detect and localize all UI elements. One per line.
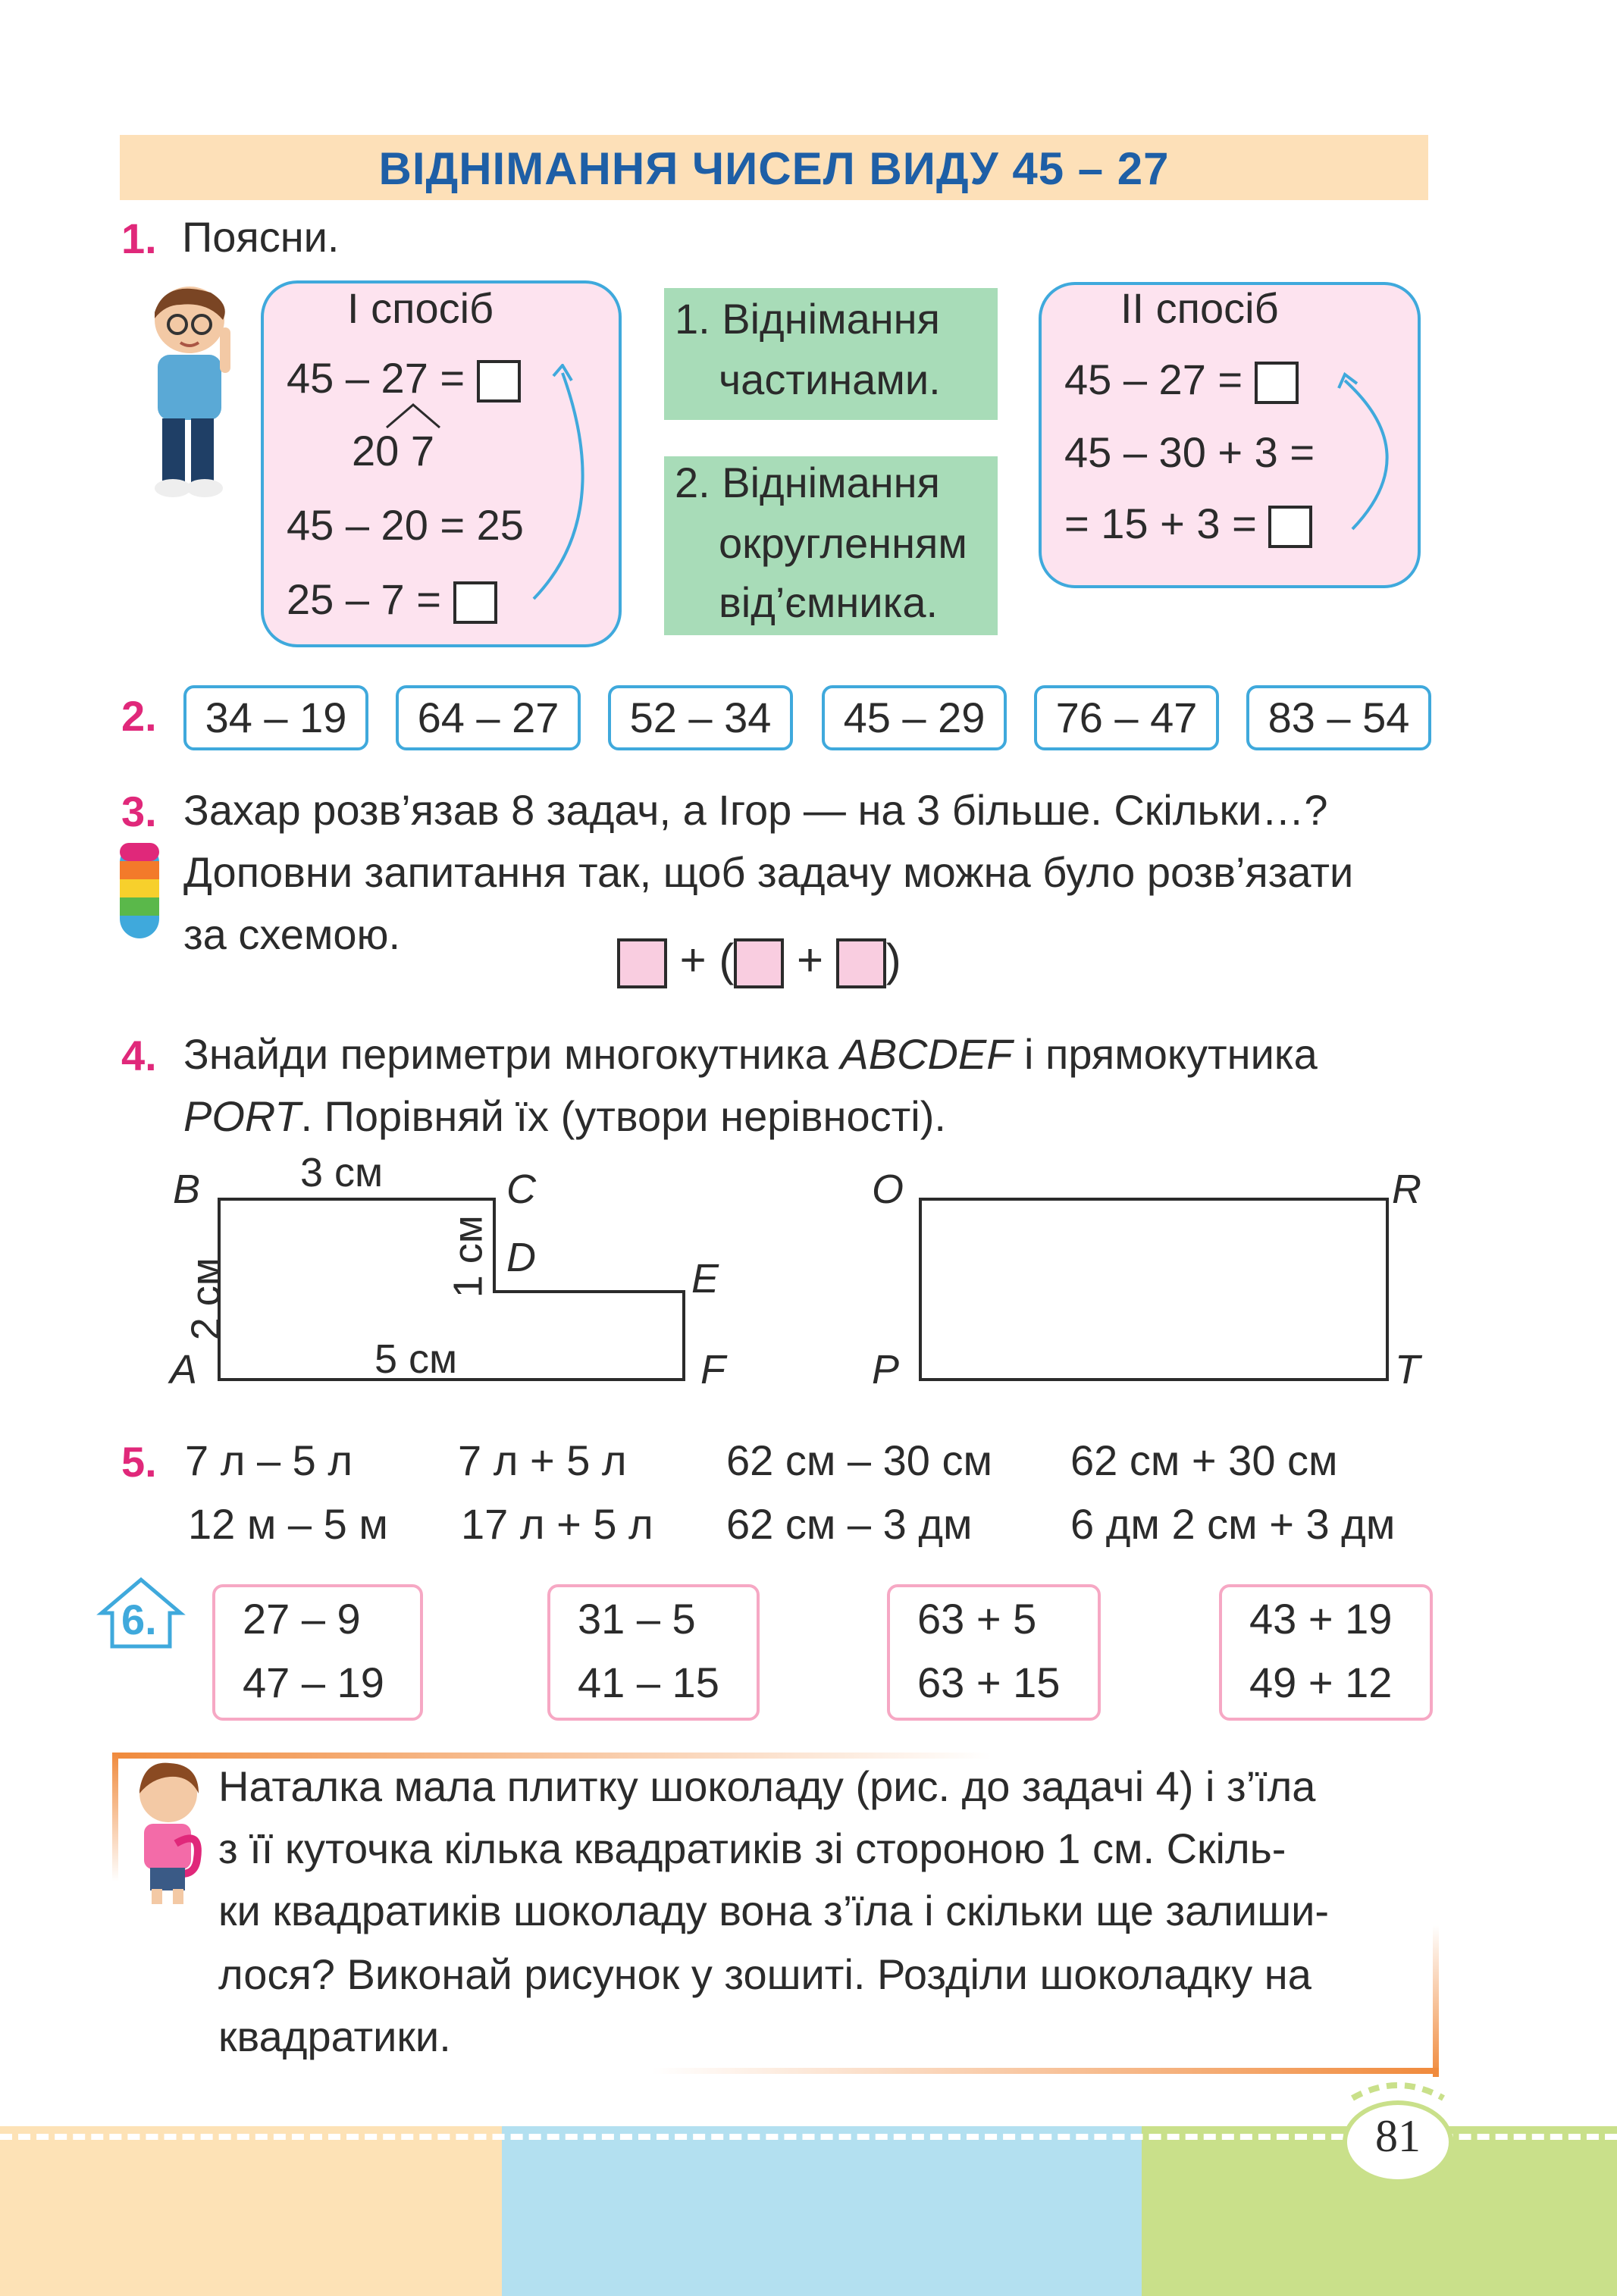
equation-text: 45 – 27 = (1064, 356, 1243, 403)
method-1-heading: І спосіб (347, 284, 494, 332)
method-1-line-3: 45 – 20 = 25 (287, 501, 524, 549)
method-1-line-2: 20 7 (352, 427, 434, 475)
page-title: ВІДНІМАННЯ ЧИСЕЛ ВИДУ 45 – 27 (378, 143, 1170, 194)
exercise-4-line-2 (183, 1093, 946, 1140)
open-paren: ( (719, 935, 735, 985)
homework-box (887, 1584, 1101, 1721)
bonus-right-border (1433, 1925, 1439, 2077)
vertex-e: E (691, 1256, 719, 1301)
text-part: . Порівняй їх (утвори нерівності). (300, 1092, 946, 1140)
exercise-4-number: 4. (121, 1032, 157, 1079)
exercise-1-text: Поясни. (182, 213, 340, 261)
exercise-1-number: 1. (121, 215, 157, 262)
expression: 63 + 5 (917, 1595, 1037, 1643)
vertex-r: R (1392, 1167, 1421, 1212)
rectangle-port (916, 1195, 1393, 1384)
bonus-bottom-border (652, 2068, 1439, 2074)
plus-sign: + (797, 935, 824, 985)
curved-arrow-icon (523, 364, 606, 606)
exercise-3-line-2: Доповни запитання так, щоб задачу можна було розв’язати (183, 848, 1354, 896)
bonus-line-4: лося? Виконай рисунок у зошиті. Розділи шоколадку на (218, 1950, 1311, 1998)
answer-box (477, 360, 521, 403)
expression: 63 + 15 (917, 1659, 1061, 1706)
vertex-c: C (506, 1167, 536, 1212)
equation-text: = 15 + 3 = (1064, 500, 1257, 547)
bonus-line-3: ки квадратиків шоколаду вона з’їла і скільки ще залиши- (218, 1887, 1330, 1934)
expression-box: 64 – 27 (396, 685, 581, 750)
method-2-heading: ІІ спосіб (1120, 284, 1279, 332)
expression: 31 – 5 (578, 1595, 696, 1643)
method-1-line-1 (287, 355, 521, 403)
side-ab-length: 2 см (183, 1258, 229, 1341)
side-af-length: 5 см (374, 1336, 458, 1382)
homework-box (1219, 1584, 1433, 1721)
boy-illustration (135, 282, 241, 502)
expression: 62 см – 30 см (726, 1436, 992, 1484)
bonus-line-1: Наталка мала плитку шоколаду (рис. до задачі 4) і з’їла (218, 1762, 1316, 1810)
exercise-3-number: 3. (121, 788, 157, 835)
bonus-left-border (112, 1753, 118, 1881)
exercise-5-number: 5. (121, 1438, 157, 1486)
vertex-o: O (872, 1167, 904, 1212)
expression-box: 83 – 54 (1246, 685, 1431, 750)
bonus-line-5: квадратики. (218, 2013, 451, 2060)
expression: 7 л + 5 л (458, 1436, 627, 1484)
vertex-t: T (1395, 1347, 1420, 1392)
exercise-2-number: 2. (121, 692, 157, 740)
expression: 6 дм 2 см + 3 дм (1070, 1500, 1396, 1548)
expression-box: 52 – 34 (608, 685, 793, 750)
answer-box (1255, 362, 1299, 404)
method-1-note-line-1: 1. Віднімання (675, 295, 940, 343)
method-2-line-1 (1064, 356, 1299, 404)
vertex-d: D (506, 1235, 536, 1280)
girl-illustration (129, 1760, 212, 1912)
expression: 12 м – 5 м (188, 1500, 388, 1548)
equation-text: 45 – 27 = (287, 354, 465, 402)
expression: 27 – 9 (243, 1595, 361, 1643)
side-bc-length: 3 см (300, 1150, 384, 1195)
scheme-box (836, 938, 886, 988)
exercise-3-line-3: за схемою. (183, 910, 401, 958)
scheme-box (734, 938, 784, 988)
vertex-p: P (872, 1347, 900, 1392)
vertex-f: F (700, 1347, 725, 1392)
bonus-top-border (112, 1753, 992, 1759)
expression-box: 45 – 29 (822, 685, 1007, 750)
scheme-box (617, 938, 667, 988)
vertex-b: B (173, 1167, 201, 1212)
method-2-note-line-1: 2. Віднімання (675, 459, 940, 506)
expression-box: 34 – 19 (183, 685, 368, 750)
method-1-line-4 (287, 576, 497, 624)
split-arrow-icon (379, 400, 447, 431)
expression: 49 + 12 (1249, 1659, 1393, 1706)
method-1-note-line-2: частинами. (719, 356, 941, 403)
exercise-3-line-1: Захар розв’язав 8 задач, а Ігор — на 3 більше. Скільки…? (183, 786, 1328, 834)
footer-peach-band (0, 2126, 502, 2296)
expression: 41 – 15 (578, 1659, 719, 1706)
expression: 7 л – 5 л (185, 1436, 353, 1484)
method-2-note-line-2: округленням (719, 519, 967, 567)
homework-box (212, 1584, 423, 1721)
answer-box (453, 581, 497, 624)
close-paren: ) (885, 935, 901, 985)
method-2-note-line-3: від’ємника. (719, 578, 939, 626)
difficulty-marker-icon (117, 840, 162, 941)
expression: 43 + 19 (1249, 1595, 1393, 1643)
text-part: Знайди периметри многокутника (183, 1030, 841, 1078)
footer-blue-band (502, 2126, 1142, 2296)
bonus-line-2: з її куточка кілька квадратиків зі стороною 1 см. Скіль- (218, 1825, 1286, 1872)
expression: 47 – 19 (243, 1659, 384, 1706)
exercise-4-line-1 (183, 1031, 1318, 1078)
scheme (617, 935, 901, 988)
expression-box: 76 – 47 (1034, 685, 1219, 750)
vertex-a: A (170, 1347, 198, 1392)
expression: 62 см + 30 см (1070, 1436, 1338, 1484)
curved-arrow-icon (1334, 370, 1410, 537)
method-2-line-3 (1064, 500, 1312, 548)
plus-sign: + (679, 935, 707, 985)
page-number: 81 (1375, 2111, 1421, 2161)
rectangle-name: PORT (183, 1092, 301, 1140)
side-cd-length: 1 см (445, 1215, 491, 1298)
equation-text: 25 – 7 = (287, 575, 441, 623)
expression: 62 см – 3 дм (726, 1500, 973, 1548)
text-part: і прямокутника (1012, 1030, 1318, 1078)
exercise-6-number: 6. (121, 1596, 157, 1643)
polygon-name: ABCDEF (840, 1030, 1013, 1078)
answer-box (1268, 506, 1312, 548)
homework-box (547, 1584, 760, 1721)
method-2-line-2: 45 – 30 + 3 = (1064, 428, 1315, 476)
expression: 17 л + 5 л (461, 1500, 653, 1548)
